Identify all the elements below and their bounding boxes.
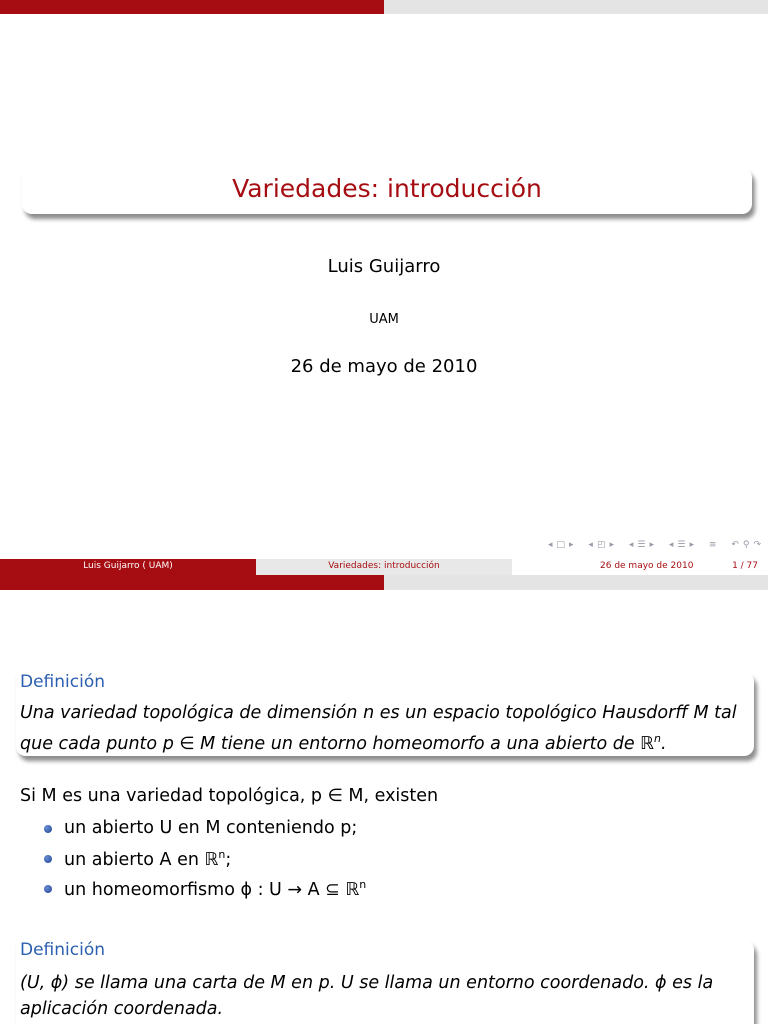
nav-subsection-icon[interactable]: ◰	[596, 540, 607, 550]
nav-next-subsection-icon[interactable]: ▸	[609, 540, 615, 550]
list-item: un abierto A en ℝ$^n$;	[44, 848, 366, 878]
author-name: Luis Guijarro	[327, 256, 441, 277]
nav-next-icon[interactable]: ▸	[569, 540, 575, 550]
nav-prev-section-icon[interactable]: ◂	[628, 540, 635, 550]
definition-title-2: Definición	[20, 940, 105, 960]
title-box	[22, 168, 752, 214]
nav-redo-icon[interactable]: ↷	[753, 540, 762, 550]
nav-prev-subsection-icon[interactable]: ◂	[588, 540, 594, 550]
list-item: un homeomorfismo ϕ : U → A ⊆ ℝ$^n$	[44, 878, 366, 908]
list-item: un abierto U en M conteniendo p;	[44, 818, 366, 848]
progress-bar-empty	[384, 0, 768, 14]
nav-next-section-icon[interactable]: ▸	[649, 540, 655, 550]
institute-name: UAM	[369, 312, 399, 327]
definition-body-2	[20, 970, 748, 1022]
footer-page-number: 1 / 77	[732, 561, 758, 571]
footer-author: Luis Guijarro ( UAM)	[83, 561, 173, 571]
nav-prev-icon[interactable]: ◂	[547, 540, 554, 550]
nav-frame-icon[interactable]: □	[556, 540, 566, 550]
footer-date: 26 de mayo de 2010	[600, 561, 694, 571]
nav-prev-part-icon[interactable]: ◂	[668, 540, 675, 550]
bullet-icon	[44, 825, 52, 833]
bullet-list	[44, 818, 366, 908]
nav-align-icon[interactable]: ≡	[708, 540, 718, 550]
bullet-icon	[44, 855, 52, 863]
nav-undo-icon[interactable]: ↶	[731, 540, 740, 550]
footer-title: Variedades: introducción	[328, 561, 440, 571]
nav-section-icon[interactable]: ☰	[637, 540, 647, 550]
progress-bar-filled	[0, 0, 384, 14]
definition-body	[20, 700, 748, 757]
content-slide	[0, 590, 768, 1024]
navigation-symbols	[545, 540, 762, 550]
definition-line: que cada punto p ∈ M tiene un entorno homeomorfo a una abierto de ℝ$^n$.	[20, 732, 667, 754]
nav-search-icon[interactable]: ⚲	[742, 540, 751, 550]
definition-line: Una variedad topológica de dimensión n es un espacio topológico Hausdorff M tal	[20, 703, 737, 723]
paragraph: Si M es una variedad topológica, p ∈ M, existen	[20, 786, 439, 806]
slide-footer	[0, 559, 768, 590]
definition-title: Definición	[20, 672, 105, 692]
nav-next-part-icon[interactable]: ▸	[689, 540, 696, 550]
definition-line: aplicación coordenada.	[20, 999, 224, 1019]
presentation-title: Variedades: introducción	[232, 174, 542, 203]
nav-part-icon[interactable]: ☰	[677, 540, 687, 550]
bullet-icon	[44, 885, 52, 893]
presentation-date: 26 de mayo de 2010	[290, 356, 478, 377]
definition-line: (U, ϕ) se llama una carta de M en p. U se llama un entorno coordenado. ϕ es la	[20, 973, 714, 993]
